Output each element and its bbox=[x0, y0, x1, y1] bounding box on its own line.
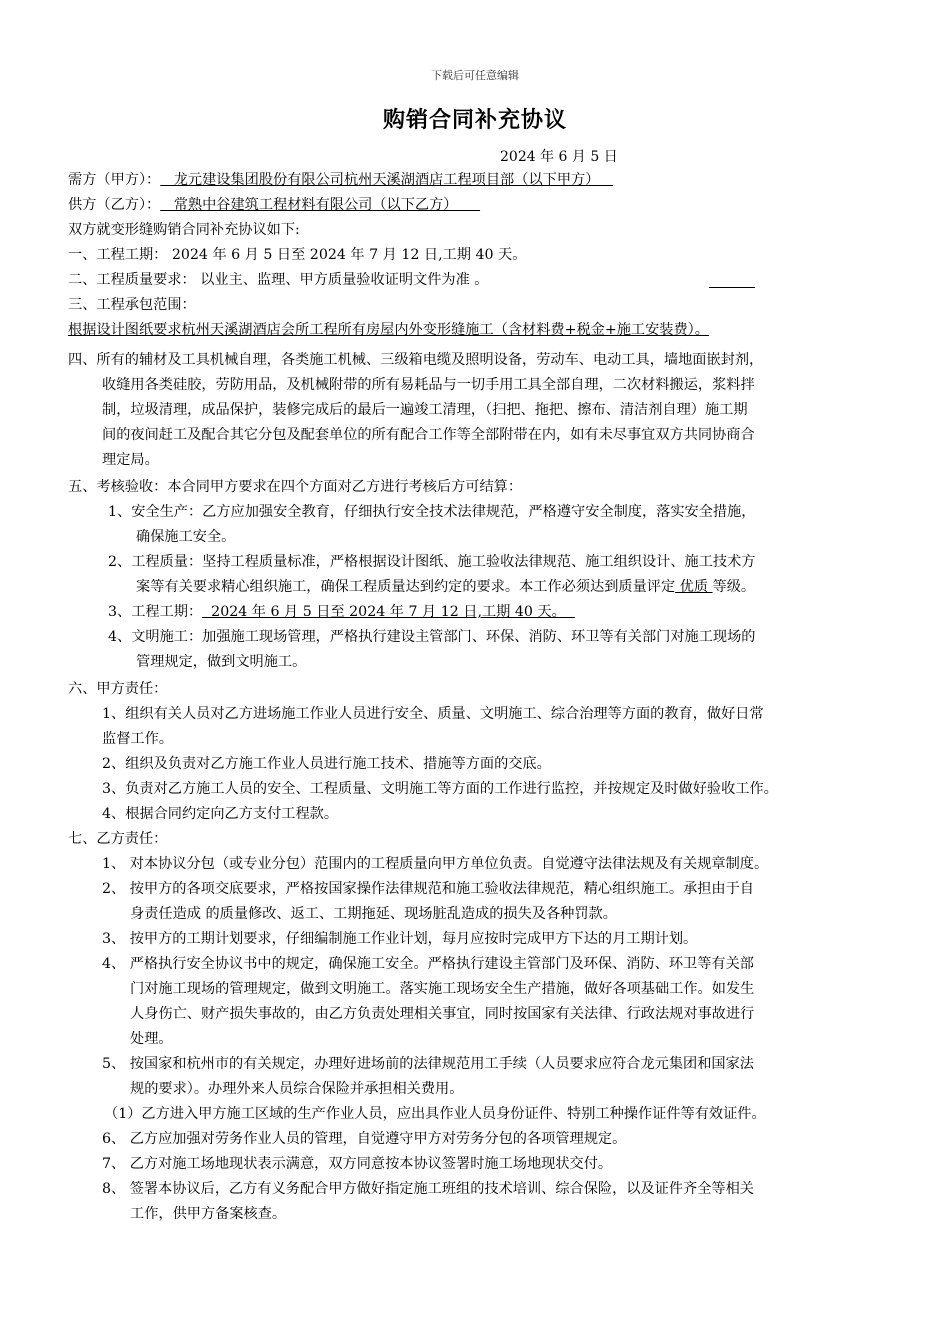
section-5-item-1a: 1、安全生产：乙方应加强安全教育，仔细执行安全技术法律规范，严格遵守安全制度，落实安全措施， bbox=[108, 504, 756, 520]
section-1-line: 一、工程工期： 2024 年 6 月 5 日至 2024 年 7 月 12 日,工期 40 天。 bbox=[68, 247, 527, 263]
party-b-value: 常熟中谷建筑工程材料有限公司（以下乙方） bbox=[160, 197, 481, 213]
section-6-item-1b: 监督工作。 bbox=[102, 731, 173, 747]
section-5-item-2a: 2、工程质量：坚持工程质量标准，严格根据设计图纸、施工验收法律规范、施工组织设计、施工技术方 bbox=[108, 554, 756, 570]
section-7-item-2a: 2、 按甲方的各项交底要求，严格按国家操作法律规范和施工验收法律规范，精心组织施工。承担由于自 bbox=[102, 881, 754, 897]
section-7-item-1: 1、 对本协议分包（或专业分包）范围内的工程质量向甲方单位负责。自觉遵守法律法规及有关规章制度。 bbox=[102, 856, 769, 872]
document-title: 购销合同补充协议 bbox=[382, 107, 567, 133]
section-5-item-2b-text: 案等有关要求精心组织施工，确保工程质量达到约定的要求。本工作必须达到质量评定 bbox=[136, 579, 676, 595]
section-5-item-3-value: 2024 年 6 月 5 日至 2024 年 7 月 12 日,工期 40 天。 bbox=[202, 604, 575, 620]
party-b-line bbox=[68, 195, 480, 215]
section-7-item-5-sub: （1）乙方进入甲方施工区域的生产作业人员，应出具作业人员身份证件、特别工种操作证件等有效证件。 bbox=[104, 1106, 766, 1122]
section-4-line-3: 间的夜间赶工及配合其它分包及配套单位的所有配合工作等全部附带在内，如有未尽事宜双方共同协商合 bbox=[102, 427, 755, 443]
quality-grade: 优质 bbox=[675, 579, 713, 595]
intro-line: 双方就变形缝购销合同补充协议如下: bbox=[68, 222, 300, 238]
section-5-item-2b-end: 等级。 bbox=[712, 579, 756, 595]
party-a-value: 龙元建设集团股份有限公司杭州天溪湖酒店工程项目部（以下甲方） bbox=[160, 172, 613, 188]
section-5-item-3-label: 3、工程工期： bbox=[108, 604, 203, 620]
section-2-blank bbox=[709, 287, 755, 288]
section-7-item-4c: 人身伤亡、财产损失事故的，由乙方负责处理相关事宜，同时按国家有关法律、行政法规对事故进行 bbox=[130, 1006, 755, 1022]
section-6-item-3: 3、负责对乙方施工人员的安全、工程质量、文明施工等方面的工作进行监控，并按规定及时做好验收工作。 bbox=[102, 781, 778, 797]
section-3-body: 根据设计图纸要求杭州天溪湖酒店会所工程所有房屋内外变形缝施工（含材料费+税金+施工安装费）。 bbox=[68, 322, 709, 338]
section-7-item-5b: 规的要求）。办理外来人员综合保险并承担相关费用。 bbox=[130, 1081, 464, 1097]
section-6-title: 六、甲方责任： bbox=[68, 681, 168, 697]
section-5-item-4b: 管理规定，做到文明施工。 bbox=[136, 654, 307, 670]
party-b-label: 供方（乙方）： bbox=[68, 197, 161, 213]
section-4-line-2: 制，垃圾清理，成品保护，装修完成后的最后一遍竣工清理，（扫把、拖把、擦布、清洁剂自理）施工期 bbox=[102, 402, 748, 418]
section-4-line-1: 收缝用各类硅胶，劳防用品，及机械附带的所有易耗品与一切手用工具全部自理，二次材料搬运，浆料拌 bbox=[102, 377, 755, 393]
section-7-item-4d: 处理。 bbox=[130, 1031, 173, 1047]
section-4-line-4: 理定局。 bbox=[102, 452, 159, 468]
section-7-item-2b: 身责任造成 的质量修改、返工、工期拖延、现场脏乱造成的损失及各种罚款。 bbox=[130, 906, 617, 922]
section-7-item-8a: 8、 签署本协议后，乙方有义务配合甲方做好指定施工班组的技术培训、综合保险，以及证件齐全等相关 bbox=[102, 1181, 754, 1197]
section-3-title: 三、工程承包范围： bbox=[68, 297, 196, 313]
party-a-label: 需方（甲方）： bbox=[68, 172, 161, 188]
section-2-text: 二、工程质量要求： 以业主、监理、甲方质量验收证明文件为准 。 bbox=[68, 272, 489, 288]
section-7-item-8b: 工作，供甲方备案核查。 bbox=[130, 1206, 287, 1222]
section-6-item-4: 4、根据合同约定向乙方支付工程款。 bbox=[102, 806, 339, 822]
section-7-item-6: 6、 乙方应加强对劳务作业人员的管理，自觉遵守甲方对劳务分包的各项管理规定。 bbox=[102, 1131, 627, 1147]
section-7-item-5a: 5、 按国家和杭州市的有关规定，办理好进场前的法律规范用工手续（人员要求应符合龙元集团和国家法 bbox=[102, 1056, 754, 1072]
header-note: 下载后可任意编辑 bbox=[431, 69, 519, 82]
party-a-line bbox=[68, 170, 613, 190]
section-7-item-3: 3、 按甲方的工期计划要求，仔细编制施工作业计划，每月应按时完成甲方下达的月工期计划。 bbox=[102, 931, 698, 947]
section-7-item-4b: 门对施工现场的管理规定，做到文明施工。落实施工现场安全生产措施，做好各项基础工作。如发生 bbox=[130, 981, 755, 997]
section-5-title: 五、考核验收：本合同甲方要求在四个方面对乙方进行考核后方可结算： bbox=[68, 479, 523, 495]
section-7-item-7: 7、 乙方对施工场地现状表示满意，双方同意按本协议签署时施工场地现状交付。 bbox=[102, 1156, 613, 1172]
section-5-item-1b: 确保施工安全。 bbox=[136, 529, 236, 545]
section-2-line bbox=[68, 270, 488, 290]
section-5-item-3 bbox=[108, 602, 575, 622]
section-6-item-2: 2、组织及负责对乙方施工作业人员进行施工技术、措施等方面的交底。 bbox=[102, 756, 551, 772]
document-date: 2024 年 6 月 5 日 bbox=[500, 149, 618, 165]
section-6-item-1a: 1、组织有关人员对乙方进场施工作业人员进行安全、质量、文明施工、综合治理等方面的教育，做好日常 bbox=[102, 706, 764, 722]
section-5-item-4a: 4、文明施工：加强施工现场管理，严格执行建设主管部门、环保、消防、环卫等有关部门对施工现场的 bbox=[108, 629, 756, 645]
section-7-title: 七、乙方责任： bbox=[68, 831, 168, 847]
section-4-head: 四、所有的辅材及工具机械自理，各类施工机械、三级箱电缆及照明设备，劳动车、电动工具，墙地面嵌封剂， bbox=[68, 352, 764, 368]
section-5-item-2b bbox=[136, 577, 755, 597]
section-7-item-4a: 4、 严格执行安全协议书中的规定，确保施工安全。严格执行建设主管部门及环保、消防、环卫等有关部 bbox=[102, 956, 754, 972]
